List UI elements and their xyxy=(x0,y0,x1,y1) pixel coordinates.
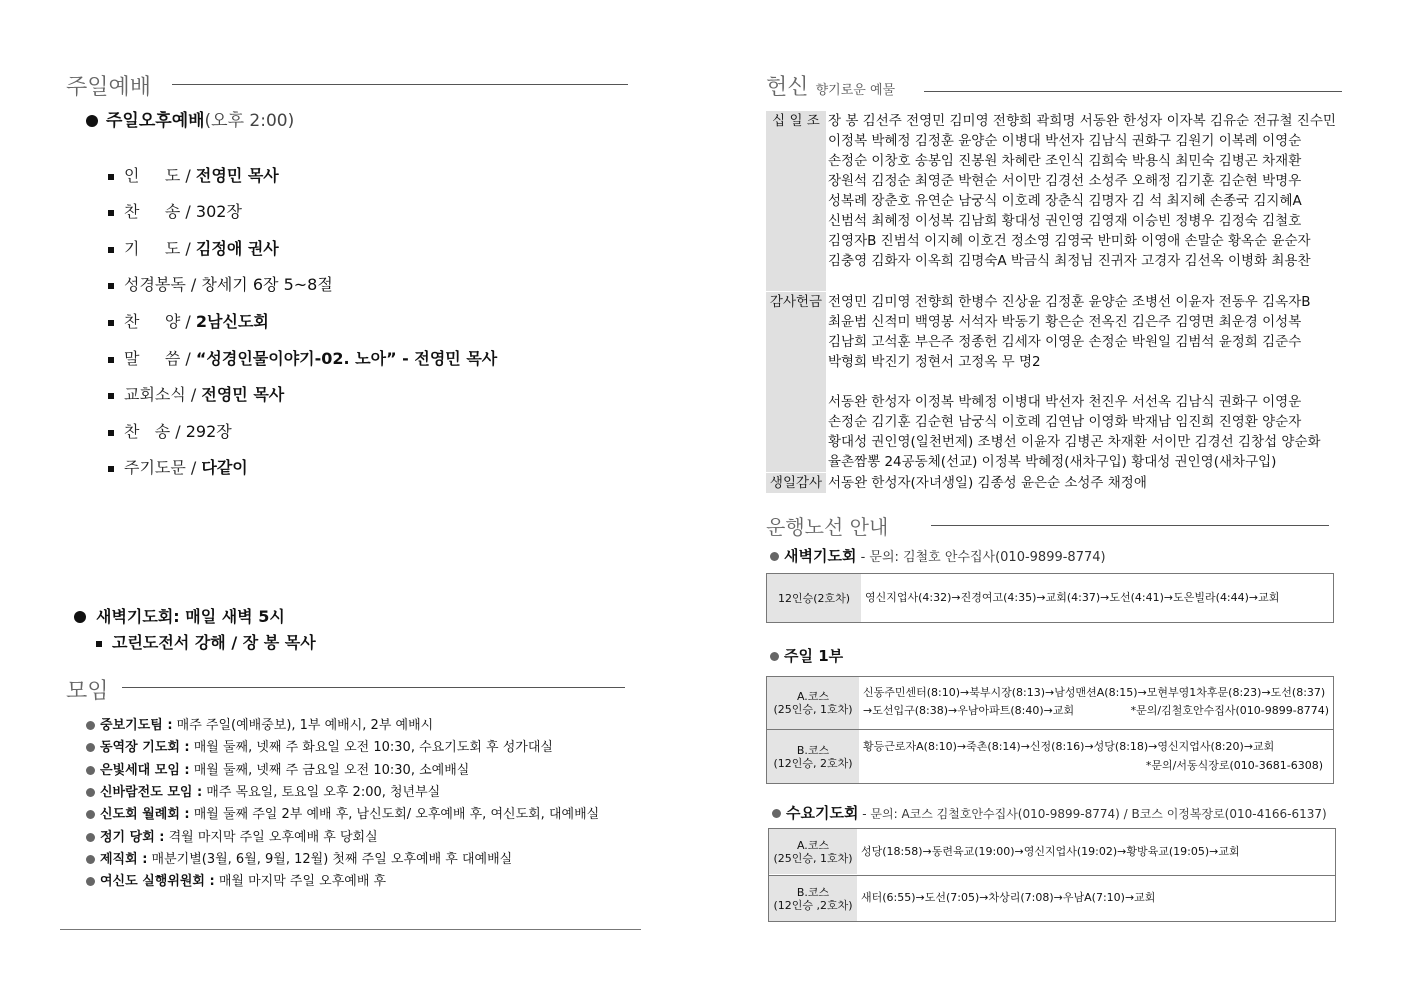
meeting-desc: 매주 목요일, 토요일 오후 2:00, 청년부실 xyxy=(202,784,441,800)
dawn-bus-table xyxy=(766,573,1334,623)
square-bullet-icon xyxy=(96,641,102,647)
bus-route: 새터(6:55)→도선(7:05)→차상리(7:08)→우남A(7:10)→교회 xyxy=(861,891,1156,904)
worship-title-rule xyxy=(172,84,628,85)
bus-vehicle-label xyxy=(767,677,859,729)
order-item xyxy=(108,422,232,442)
bus-title-rule xyxy=(931,525,1329,526)
course-vehicle: (25인승, 1호차) xyxy=(773,851,853,865)
dawn-bus-title: 새벽기도회 xyxy=(784,547,857,565)
offering-label: 감사헌금 xyxy=(766,292,826,472)
square-bullet-icon xyxy=(108,210,114,216)
offering-names-extra: 서동완 한성자 이정복 박혜정 이병대 박선자 천진우 서선옥 김남식 권화구 이영운 손정순 김기훈 김순현 남궁식 이호례 김연남 이영화 박재남 임진희 진영환 양순자 황대성 권인영(일천번제) 조병선 이윤자 김병곤 차재환 서이만 김경선 김창섭 양순화 율촌짬뽕 24공동체(선교) 이정복 박혜정(새차구입) 황대성 권인영(새차구입) xyxy=(828,394,1321,470)
order-item xyxy=(108,202,242,222)
order-value: 다같이 xyxy=(201,458,248,477)
bullet-icon xyxy=(770,552,779,561)
dawn-prayer-sub xyxy=(96,630,316,653)
bus-route: 신동주민센터(8:10)→북부시장(8:13)→남성맨션A(8:15)→모현부영1차후문(8:23)→도선(8:37) xyxy=(863,686,1326,699)
order-item xyxy=(108,312,269,332)
course-name: A.코스 xyxy=(796,690,830,703)
meeting-desc: 매분기별(3월, 6월, 9월, 12월) 첫째 주일 오후예배 후 대예배실 xyxy=(147,851,513,867)
offering-row-birthday xyxy=(766,473,1341,493)
order-value: “성경인물이야기-02. 노아” - 전영민 목사 xyxy=(195,349,498,368)
dawn-bus-contact: - 문의: 김철호 안수집사(010-9899-8774) xyxy=(856,550,1106,565)
wed-bus-table xyxy=(768,828,1336,922)
bus-vehicle-label xyxy=(769,876,857,921)
dawn-prayer-heading xyxy=(74,604,285,627)
meeting-item xyxy=(86,849,512,871)
bullet-icon xyxy=(86,833,95,842)
meeting-desc: 매월 둘째, 넷째 주 화요일 오전 10:30, 수요기도회 후 성가대실 xyxy=(189,740,553,756)
meeting-item xyxy=(86,827,378,849)
bullet-icon xyxy=(86,743,95,752)
meeting-item xyxy=(86,782,440,804)
meeting-desc: 매월 마지막 주일 오후예배 후 xyxy=(214,874,387,890)
meeting-desc: 격월 마지막 주일 오후예배 후 당회실 xyxy=(164,829,378,845)
course-vehicle: (12인승, 2호차) xyxy=(773,756,853,770)
meeting-name: 신도회 월례회 : xyxy=(100,807,190,823)
bullet-icon xyxy=(86,810,95,819)
square-bullet-icon xyxy=(108,320,114,326)
bullet-icon xyxy=(86,766,95,775)
order-value: 전영민 목사 xyxy=(195,166,279,185)
square-bullet-icon xyxy=(108,430,114,436)
meeting-item xyxy=(86,760,469,782)
sunday-bus-table xyxy=(766,676,1334,784)
offering-subtitle: 향기로운 예물 xyxy=(815,83,896,98)
wed-bus-heading xyxy=(772,802,1327,823)
order-item xyxy=(108,275,333,295)
order-value: 김정애 권사 xyxy=(195,239,279,258)
order-label: 기 도 / xyxy=(124,239,196,258)
bus-route-cont: →도선입구(8:38)→우남아파트(8:40)→교회 xyxy=(863,704,1075,717)
offering-names: 전영민 김미영 전향희 한병수 진상윤 김정훈 윤양순 조병선 이윤자 전동우 김옥자B 최윤범 신적미 백영봉 서석자 박동기 황은순 전옥진 김은주 김영면 최운경 이성복 김남희 고석훈 부은주 정종헌 김세자 이영운 손정순 박원일 김범석 윤정희 김준수 박형희 박진기 정현서 고정옥 무 명2 xyxy=(828,294,1311,370)
course-vehicle: (12인승 ,2호차) xyxy=(773,898,853,912)
bus-section-title: 운행노선 안내 xyxy=(766,515,889,539)
meetings-section-title: 모임 xyxy=(66,679,109,704)
order-item xyxy=(108,349,497,369)
offering-names: 장 봉 김선주 전영민 김미영 전향희 곽희명 서동완 한성자 이자복 김유순 전규철 진수민 이정복 박혜정 김정훈 윤양순 이병대 박선자 김남식 권화구 김원기 이복례 이영순 손정순 이창호 송봉임 진봉원 차혜란 조인식 김희숙 박용식 최민숙 김병곤 차재환 장원석 김정순 최영준 박현순 서이만 김경선 소성주 오해정 김기훈 김순현 박명우 성복례 장춘호 유연순 남궁식 이호례 장춘식 김명자 김 석 최지혜 손종국 김지혜A 신범석 최혜정 이성복 김남희 황대성 권인영 김영재 이승빈 정병우 김정숙 김철호 김영자B 진범석 이지혜 이호건 정소영 김영국 반미화 이영애 손말순 황옥순 윤순자 김충영 김화자 이옥희 김명숙A 박금식 최정님 진귀자 고경자 김선옥 이병화 최용찬 xyxy=(828,113,1336,269)
bus-route: 영신지업사(4:32)→진경여고(4:35)→교회(4:37)→도선(4:41)→도은빌라(4:44)→교회 xyxy=(865,591,1280,604)
meeting-name: 정기 당회 : xyxy=(100,829,165,845)
order-label: 주기도문 / xyxy=(124,458,202,477)
order-value: 302장 xyxy=(195,202,242,221)
order-label: 찬 송 / xyxy=(124,202,196,221)
bullet-icon xyxy=(770,652,779,661)
bus-contact: *문의/서동식장로(010-3681-6308) xyxy=(1145,759,1323,772)
offering-names: 서동완 한성자(자녀생일) 김종성 윤은순 소성주 채정애 xyxy=(828,475,1147,491)
square-bullet-icon xyxy=(108,357,114,363)
bus-contact: *문의/김철호안수집사(010-9899-8774) xyxy=(1130,704,1329,717)
order-value: 2남신도회 xyxy=(195,312,269,331)
square-bullet-icon xyxy=(108,247,114,253)
course-name: B.코스 xyxy=(796,743,830,757)
bullet-icon xyxy=(86,115,98,127)
order-value: 292장 xyxy=(185,422,232,441)
order-label: 교회소식 / xyxy=(124,385,202,404)
sunday-bus-heading xyxy=(770,645,843,666)
meeting-name: 동역장 기도회 : xyxy=(100,740,190,756)
meeting-desc: 매주 주일(예배중보), 1부 예배시, 2부 예배시 xyxy=(172,718,434,733)
wed-bus-title: 수요기도회 xyxy=(786,804,859,822)
order-label: 성경봉독 / xyxy=(124,275,202,294)
order-label: 인 도 / xyxy=(124,166,196,185)
order-value: 전영민 목사 xyxy=(201,385,285,404)
service-time: (오후 2:00) xyxy=(204,111,295,131)
offering-heading xyxy=(766,70,895,101)
meetings-title-rule xyxy=(122,687,625,688)
offering-label: 생일감사 xyxy=(766,473,826,493)
dawn-bus-heading xyxy=(770,545,1106,566)
offering-row-thanks xyxy=(766,292,1341,472)
meeting-item xyxy=(86,737,553,759)
bus-vehicle-label xyxy=(767,730,859,783)
bus-vehicle-label xyxy=(769,829,857,874)
offering-section-title: 헌신 xyxy=(766,75,809,100)
order-label: 찬 양 / xyxy=(124,312,196,331)
course-name: A.코스 xyxy=(796,838,830,852)
order-label: 찬 송 / xyxy=(124,422,186,441)
left-bottom-rule xyxy=(60,929,641,930)
order-item xyxy=(108,166,279,186)
meeting-name: 중보기도팀 : xyxy=(100,718,173,733)
square-bullet-icon xyxy=(108,466,114,472)
course-name: B.코스 xyxy=(796,885,830,899)
bullet-icon xyxy=(86,877,95,886)
offering-row-tithe xyxy=(766,111,1341,291)
order-item xyxy=(108,458,248,478)
order-label: 말 씀 / xyxy=(124,349,196,368)
dawn-prayer-title: 새벽기도회: 매일 새벽 5시 xyxy=(96,607,285,626)
wed-bus-contact: - 문의: A코스 김철호안수집사(010-9899-8774) / B코스 이정복장로(010-4166-6137) xyxy=(858,807,1327,821)
order-value: 창세기 6장 5~8절 xyxy=(201,275,333,294)
order-item xyxy=(108,385,284,405)
order-item xyxy=(108,239,279,259)
meeting-desc: 매월 둘째, 넷째 주 금요일 오전 10:30, 소예배실 xyxy=(189,762,470,778)
bullet-icon xyxy=(74,611,86,623)
meeting-item xyxy=(86,871,386,893)
square-bullet-icon xyxy=(108,174,114,180)
offering-label: 십 일 조 xyxy=(766,111,826,291)
meeting-item xyxy=(86,715,433,737)
meeting-name: 제직회 : xyxy=(100,851,148,867)
sunday-bus-title: 주일 1부 xyxy=(784,647,844,665)
square-bullet-icon xyxy=(108,393,114,399)
square-bullet-icon xyxy=(108,283,114,289)
dawn-prayer-sub-text: 고린도전서 강해 / 장 봉 목사 xyxy=(112,633,316,652)
meeting-name: 신바람전도 모임 : xyxy=(100,784,203,800)
bullet-icon xyxy=(86,855,95,864)
course-vehicle: (25인승, 1호차) xyxy=(773,703,853,716)
bullet-icon xyxy=(86,721,95,730)
bus-vehicle-label: 12인승(2호차) xyxy=(767,574,861,622)
meeting-name: 은빛세대 모임 : xyxy=(100,762,190,778)
service-name: 주일오후예배 xyxy=(106,111,205,131)
meeting-item xyxy=(86,804,599,826)
bullet-icon xyxy=(772,809,781,818)
bullet-icon xyxy=(86,788,95,797)
service-heading xyxy=(86,106,294,131)
meeting-name: 여신도 실행위원회 : xyxy=(100,874,215,890)
bus-route: 황등근로자A(8:10)→죽촌(8:14)→신정(8:16)→성당(8:18)→영신지업사(8:20)→교회 xyxy=(863,740,1275,753)
meeting-desc: 매월 둘째 주일 2부 예배 후, 남신도회/ 오후예배 후, 여신도회, 대예배실 xyxy=(189,807,600,823)
bus-route: 성당(18:58)→동련육교(19:00)→영신지업사(19:02)→황방육교(19:05)→교회 xyxy=(861,845,1240,858)
offering-title-rule xyxy=(924,91,1342,92)
worship-section-title: 주일예배 xyxy=(66,75,152,100)
